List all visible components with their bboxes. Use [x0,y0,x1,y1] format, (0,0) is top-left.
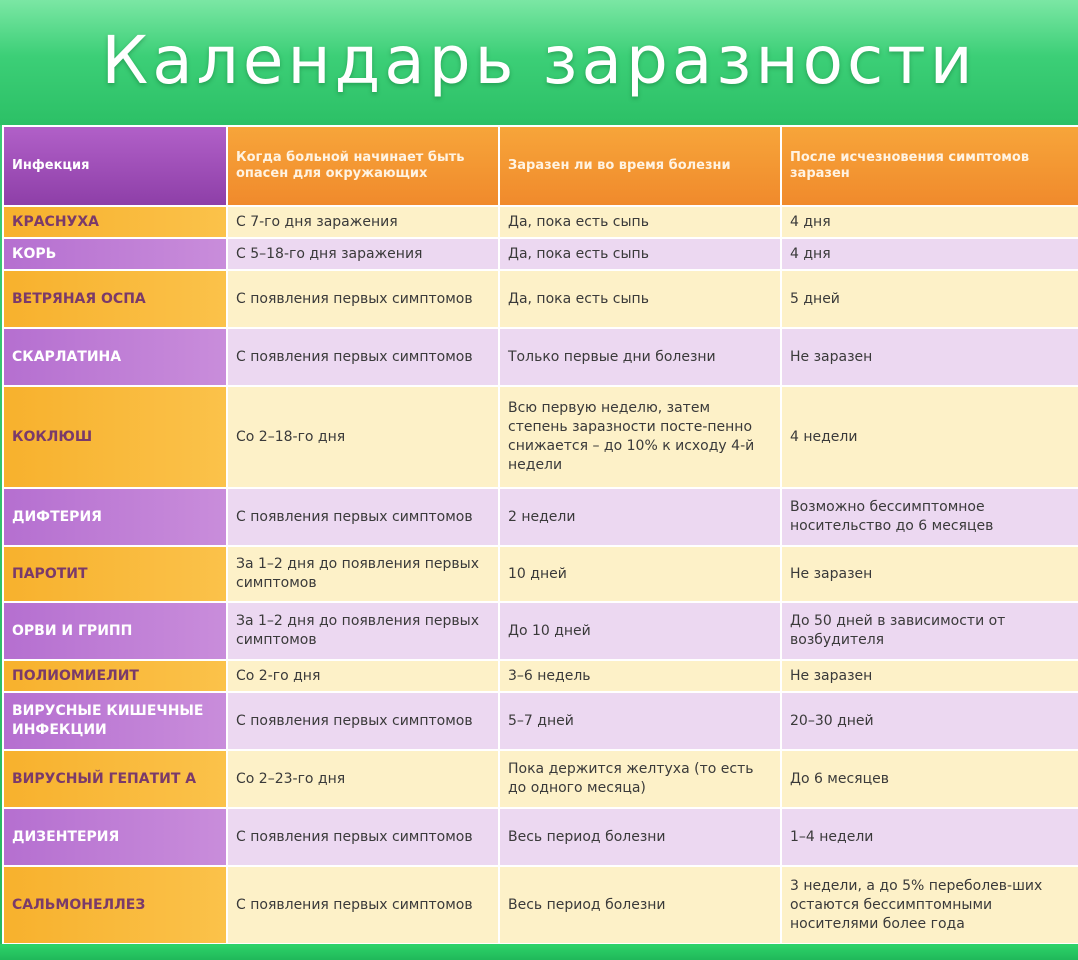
after-cell: 4 дня [782,239,1078,269]
table-row [4,207,1078,237]
infection-name: ДИЗЕНТЕРИЯ [4,809,226,865]
during-cell: 2 недели [500,489,780,545]
during-cell: Да, пока есть сыпь [500,207,780,237]
table-row [4,387,1078,487]
infection-name: ВЕТРЯНАЯ ОСПА [4,271,226,327]
during-cell: До 10 дней [500,603,780,659]
table-row [4,809,1078,865]
header-when-dangerous: Когда больной начинает быть опасен для окружающих [228,127,498,205]
during-cell: Весь период болезни [500,809,780,865]
after-cell: Не заразен [782,547,1078,601]
when-cell: С 7-го дня заражения [228,207,498,237]
when-cell: С появления первых симптомов [228,489,498,545]
when-cell: За 1–2 дня до появления первых симптомов [228,603,498,659]
table-row [4,547,1078,601]
header-infection: Инфекция [4,127,226,205]
when-cell: За 1–2 дня до появления первых симптомов [228,547,498,601]
title-banner [0,0,1078,125]
after-cell: До 50 дней в зависимости от возбудителя [782,603,1078,659]
table-row [4,693,1078,749]
page-title: Календарь заразности [101,22,977,99]
infection-name: ВИРУСНЫЕ КИШЕЧНЫЕ ИНФЕКЦИИ [4,693,226,749]
after-cell: Возможно бессимптомное носительство до 6 месяцев [782,489,1078,545]
infection-name: ДИФТЕРИЯ [4,489,226,545]
table-row [4,603,1078,659]
during-cell: Да, пока есть сыпь [500,271,780,327]
after-cell: Не заразен [782,329,1078,385]
when-cell: С появления первых симптомов [228,867,498,943]
table-row [4,661,1078,691]
after-cell: 20–30 дней [782,693,1078,749]
table-row [4,271,1078,327]
infection-name: КРАСНУХА [4,207,226,237]
when-cell: Со 2-го дня [228,661,498,691]
bottom-bar [0,944,1078,960]
table-header-row [4,127,1078,205]
when-cell: Со 2–18-го дня [228,387,498,487]
contagion-table [2,125,1078,945]
table-row [4,239,1078,269]
after-cell: 5 дней [782,271,1078,327]
when-cell: С появления первых симптомов [228,271,498,327]
when-cell: С появления первых симптомов [228,809,498,865]
table-row [4,329,1078,385]
infection-name: САЛЬМОНЕЛЛЕЗ [4,867,226,943]
during-cell: 5–7 дней [500,693,780,749]
during-cell: 3–6 недель [500,661,780,691]
table-row [4,751,1078,807]
infection-name: КОКЛЮШ [4,387,226,487]
infection-name: ОРВИ И ГРИПП [4,603,226,659]
when-cell: Со 2–23-го дня [228,751,498,807]
after-cell: До 6 месяцев [782,751,1078,807]
table-row [4,867,1078,943]
infection-name: ПАРОТИТ [4,547,226,601]
during-cell: Только первые дни болезни [500,329,780,385]
during-cell: Пока держится желтуха (то есть до одного месяца) [500,751,780,807]
infection-name: КОРЬ [4,239,226,269]
during-cell: 10 дней [500,547,780,601]
header-after-symptoms: После исчезновения симптомов заразен [782,127,1078,205]
after-cell: 3 недели, а до 5% переболев-ших остаются бессимптомными носителями более года [782,867,1078,943]
after-cell: 4 дня [782,207,1078,237]
after-cell: 4 недели [782,387,1078,487]
after-cell: 1–4 недели [782,809,1078,865]
table-row [4,489,1078,545]
infection-name: ВИРУСНЫЙ ГЕПАТИТ А [4,751,226,807]
during-cell: Всю первую неделю, затем степень заразности посте-пенно снижается – до 10% к исходу 4-й недели [500,387,780,487]
when-cell: С появления первых симптомов [228,329,498,385]
infection-name: ПОЛИОМИЕЛИТ [4,661,226,691]
header-contagious-during: Заразен ли во время болезни [500,127,780,205]
infection-name: СКАРЛАТИНА [4,329,226,385]
when-cell: С появления первых симптомов [228,693,498,749]
during-cell: Да, пока есть сыпь [500,239,780,269]
after-cell: Не заразен [782,661,1078,691]
during-cell: Весь период болезни [500,867,780,943]
when-cell: С 5–18-го дня заражения [228,239,498,269]
